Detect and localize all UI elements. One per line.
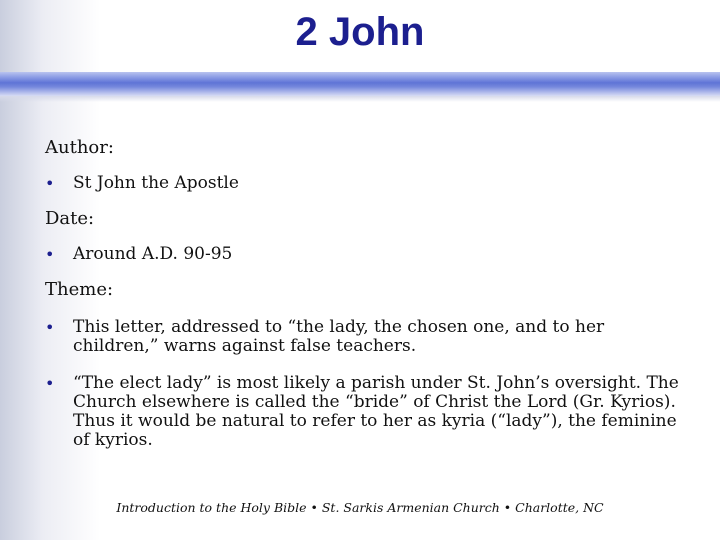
bullet-icon: • xyxy=(45,318,55,337)
date-text: Around A.D. 90-95 xyxy=(73,244,233,264)
bullet-icon: • xyxy=(45,245,55,264)
slide-content xyxy=(45,136,685,450)
date-bullet xyxy=(45,245,685,264)
author-text: St John the Apostle xyxy=(73,173,239,193)
author-bullet xyxy=(45,174,685,193)
slide-title: 2 John xyxy=(295,10,425,54)
theme-heading: Theme: xyxy=(45,279,114,300)
theme-text-2: “The elect lady” is most likely a parish under St. John’s oversight. The Church elsewhere is called the “bride” of Christ the Lord (Gr. Kyrios). Thus it would be natural to refer to her as kyria (“lady”), the feminine of kyrios. xyxy=(73,373,679,450)
slide-footer: Introduction to the Holy Bible • St. Sarkis Armenian Church • Charlotte, NC xyxy=(116,500,604,515)
bullet-icon: • xyxy=(45,374,55,393)
theme-bullet-1 xyxy=(45,318,685,356)
title-divider-shadow xyxy=(0,96,720,102)
theme-bullet-2 xyxy=(45,374,685,450)
date-heading: Date: xyxy=(45,208,95,229)
author-heading: Author: xyxy=(45,137,114,158)
title-divider-bar xyxy=(0,72,720,96)
bullet-icon: • xyxy=(45,174,55,193)
theme-text-1: This letter, addressed to “the lady, the chosen one, and to her children,” warns against false teachers. xyxy=(73,317,605,356)
